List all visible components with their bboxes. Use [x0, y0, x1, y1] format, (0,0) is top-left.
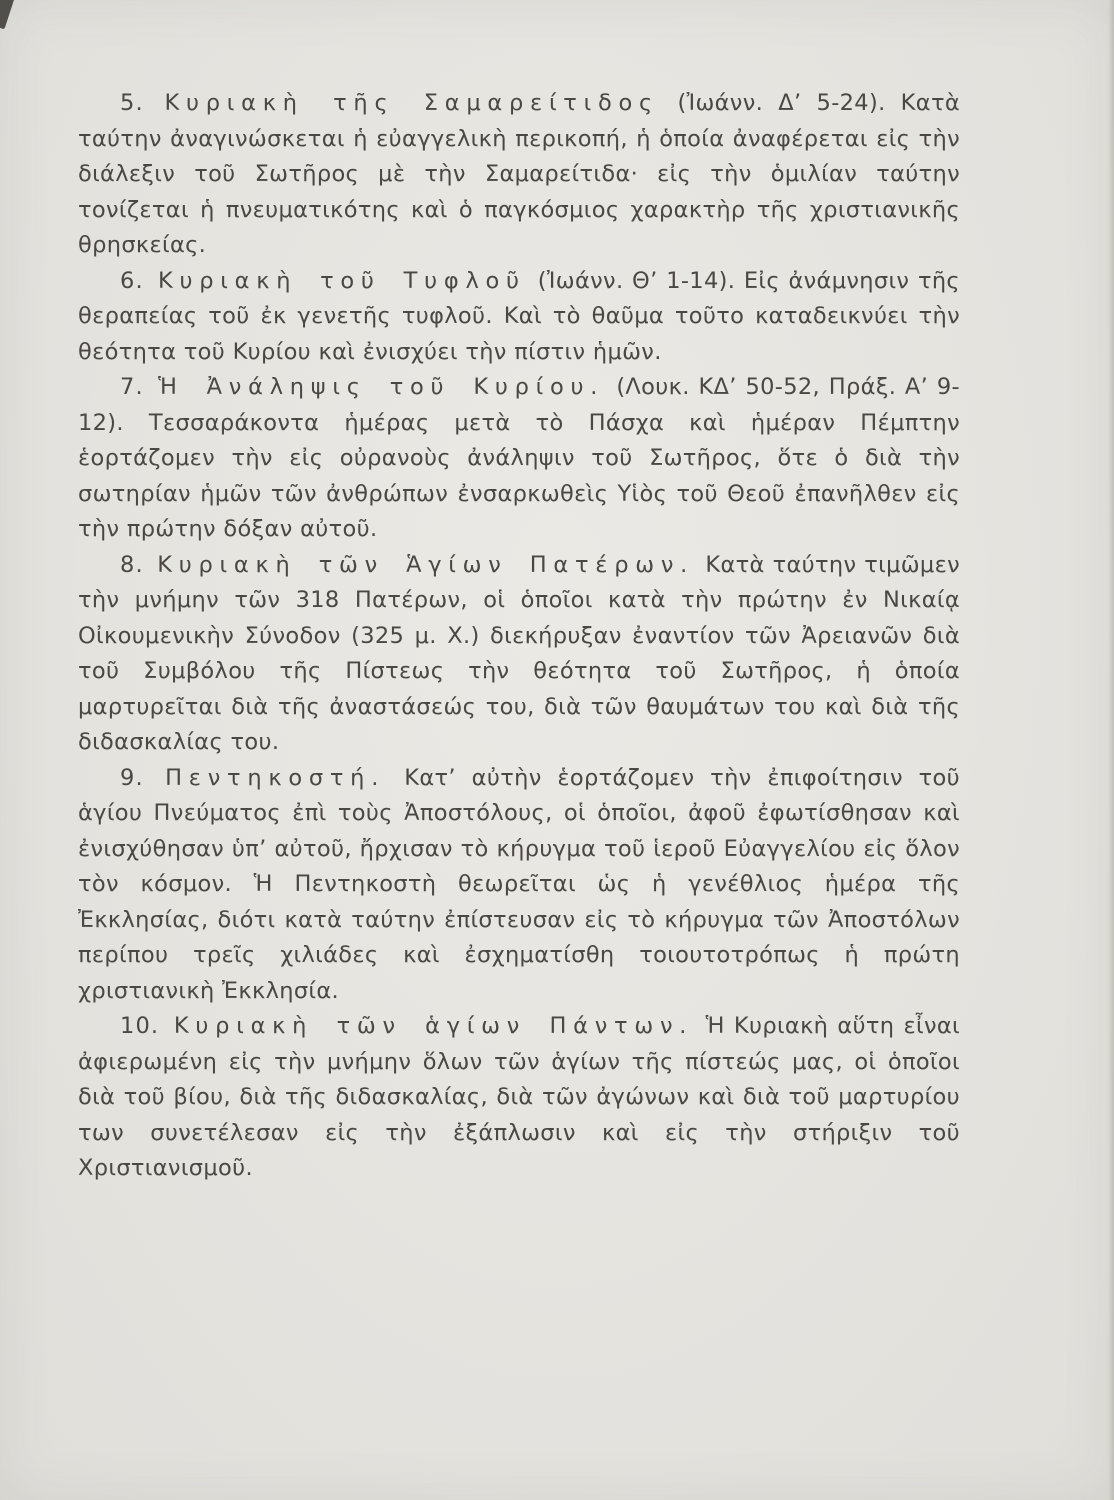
paragraph-heading: Κυριακὴ τοῦ Τυφλοῦ: [157, 267, 526, 294]
paragraph-number: 10.: [120, 1013, 160, 1039]
paragraph-9: [78, 761, 960, 1010]
paragraph-heading: Πεντηκοστή.: [165, 764, 386, 791]
paragraph-number: 7.: [120, 374, 144, 400]
paragraph-heading: Κυριακὴ τῆς Σαμαρείτιδος: [164, 90, 659, 116]
paragraph-body: (Ἰωάνν. Δ’ 5-24). Κατὰ ταύτην ἀναγινώσκεται ἡ εὐαγγελικὴ περικοπή, ἡ ὁποία ἀναφέρεται εἰς τὴν διάλεξιν τοῦ Σωτῆρος μὲ τὴν Σαμαρείτιδα· εἰς τὴν ὁμιλίαν ταύτην τονίζεται ἡ πνευματικότης καὶ ὁ παγκόσμιος χαρακτὴρ τῆς χριστιανικῆς θρησκείας.: [78, 90, 960, 258]
paragraph-number: 5.: [120, 90, 144, 116]
paragraph-10: [78, 1009, 960, 1187]
paragraph-body: (Λουκ. ΚΔ’ 50-52, Πράξ. Α’ 9-12). Τεσσαράκοντα ἡμέρας μετὰ τὸ Πάσχα καὶ ἡμέραν Πέμπτην ἑορτάζομεν τὴν εἰς οὐρανοὺς ἀνάληψιν τοῦ Σωτῆρος, ὅτε ὁ διὰ τὴν σωτηρίαν ἡμῶν τῶν ἀνθρώπων ἐνσαρκωθεὶς Υἱὸς τοῦ Θεοῦ ἐπανῆλθεν εἰς τὴν πρώτην δόξαν αὐτοῦ.: [78, 374, 960, 542]
paragraph-7: [78, 370, 960, 548]
scan-artifact-top-left: [0, 0, 15, 29]
paragraph-heading: Κυριακὴ τῶν Ἁγίων Πατέρων.: [157, 551, 695, 578]
paragraph-8: [78, 548, 960, 761]
paragraph-number: 8.: [120, 551, 144, 578]
paragraph-heading: Κυριακὴ τῶν ἁγίων Πάντων.: [173, 1013, 694, 1039]
paragraph-body: Κατὰ ταύτην τιμῶμεν τὴν μνήμην τῶν 318 Πατέρων, οἱ ὁποῖοι κατὰ τὴν πρώτην ἐν Νικαίᾳ Οἰκουμενικὴν Σύνοδον (325 μ. Χ.) διεκήρυξαν ἐναντίον τῶν Ἀρειανῶν διὰ τοῦ Συμβόλου τῆς Πίστεως τὴν θεότητα τοῦ Σωτῆρος, ἡ ὁποία μαρτυρεῖται διὰ τῆς ἀναστάσεώς του, διὰ τῶν θαυμάτων του καὶ διὰ τῆς διδασκαλίας του.: [78, 551, 960, 755]
paragraph-6: [78, 264, 960, 371]
paragraph-number: 6.: [120, 267, 144, 294]
paragraph-body: (Ἰωάνν. Θ’ 1-14). Εἰς ἀνάμνησιν τῆς θεραπείας τοῦ ἐκ γενετῆς τυφλοῦ. Καὶ τὸ θαῦμα τοῦτο καταδεικνύει τὴν θεότητα τοῦ Κυρίου καὶ ἐνισχύει τὴν πίστιν ἡμῶν.: [78, 267, 960, 365]
paragraph-heading: Ἡ Ἀνάληψις τοῦ Κυρίου.: [158, 374, 605, 400]
paragraph-number: 9.: [120, 764, 144, 791]
paragraph-body: Ἡ Κυριακὴ αὕτη εἶναι ἀφιερωμένη εἰς τὴν μνήμην ὅλων τῶν ἁγίων τῆς πίστεώς μας, οἱ ὁποῖοι διὰ τοῦ βίου, διὰ τῆς διδασκαλίας, διὰ τῶν ἀγώνων καὶ διὰ τοῦ μαρτυρίου των συνετέλεσαν εἰς τὴν ἐξάπλωσιν καὶ εἰς τὴν στήριξιν τοῦ Χριστιανισμοῦ.: [78, 1013, 960, 1181]
scan-edge-shadow: [1108, 0, 1114, 1500]
text-block: [78, 86, 960, 1187]
paragraph-5: [78, 86, 960, 264]
paragraph-body: Κατ’ αὐτὴν ἑορτάζομεν τὴν ἐπιφοίτησιν τοῦ ἁγίου Πνεύματος ἐπὶ τοὺς Ἀποστόλους, οἱ ὁποῖοι, ἀφοῦ ἐφωτίσθησαν καὶ ἐνισχύθησαν ὑπ’ αὐτοῦ, ἤρχισαν τὸ κήρυγμα τοῦ ἱεροῦ Εὐαγγελίου εἰς ὅλον τὸν κόσμον. Ἡ Πεντηκοστὴ θεωρεῖται ὡς ἡ γενέθλιος ἡμέρα τῆς Ἐκκλησίας, διότι κατὰ ταύτην ἐπίστευσαν εἰς τὸ κήρυγμα τῶν Ἀποστόλων περίπου τρεῖς χιλιάδες καὶ ἐσχηματίσθη τοιουτοτρόπως ἡ πρώτη χριστιανικὴ Ἐκκλησία.: [78, 764, 960, 1004]
